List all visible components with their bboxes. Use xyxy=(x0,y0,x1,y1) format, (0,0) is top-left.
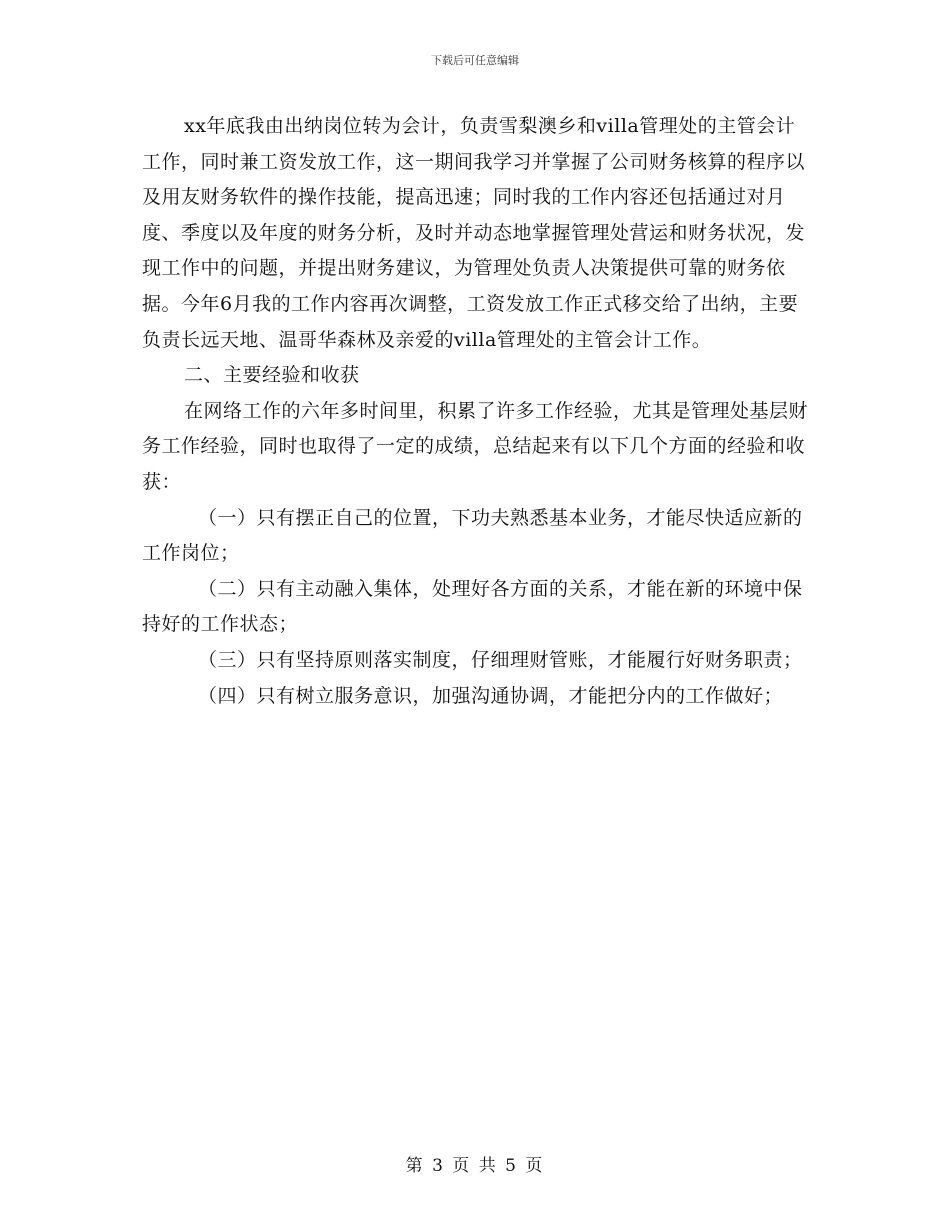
page-number: 第 3 页 共 5 页 xyxy=(405,1156,545,1176)
list-item-3: （三）只有坚持原则落实制度，仔细理财管账，才能履行好财务职责； xyxy=(198,648,803,671)
document-body xyxy=(142,109,808,714)
list-item-4: （四）只有树立服务意识，加强沟通协调，才能把分内的工作做好； xyxy=(198,684,784,707)
page-header: 下载后可任意编辑 xyxy=(431,54,519,67)
paragraph-intro: xx年底我由出纳岗位转为会计，负责雪梨澳乡和villa管理处的主管会计工作，同时兼工资发放工作，这一期间我学习并掌握了公司财务核算的程序以及用友财务软件的操作技能，提高迅速；同时我的工作内容还包括通过对月度、季度以及年度的财务分析，及时并动态地掌握管理处营运和财务状况，发现工作中的问题，并提出财务建议，为管理处负责人决策提供可靠的财务依据。今年6月我的工作内容再次调整，工资发放工作正式移交给了出纳，主要负责长远天地、温哥华森林及亲爱的villa管理处的主管会计工作。 xyxy=(142,115,806,351)
section-heading: 二、主要经验和收获 xyxy=(184,364,360,387)
list-item-1: （一）只有摆正自己的位置，下功夫熟悉基本业务，才能尽快适应新的工作岗位； xyxy=(142,506,803,565)
paragraph-summary: 在网络工作的六年多时间里，积累了许多工作经验，尤其是管理处基层财务工作经验，同时也取得了一定的成绩，总结起来有以下几个方面的经验和收获： xyxy=(142,399,809,493)
list-item-2: （二）只有主动融入集体，处理好各方面的关系，才能在新的环境中保持好的工作状态； xyxy=(142,577,803,636)
